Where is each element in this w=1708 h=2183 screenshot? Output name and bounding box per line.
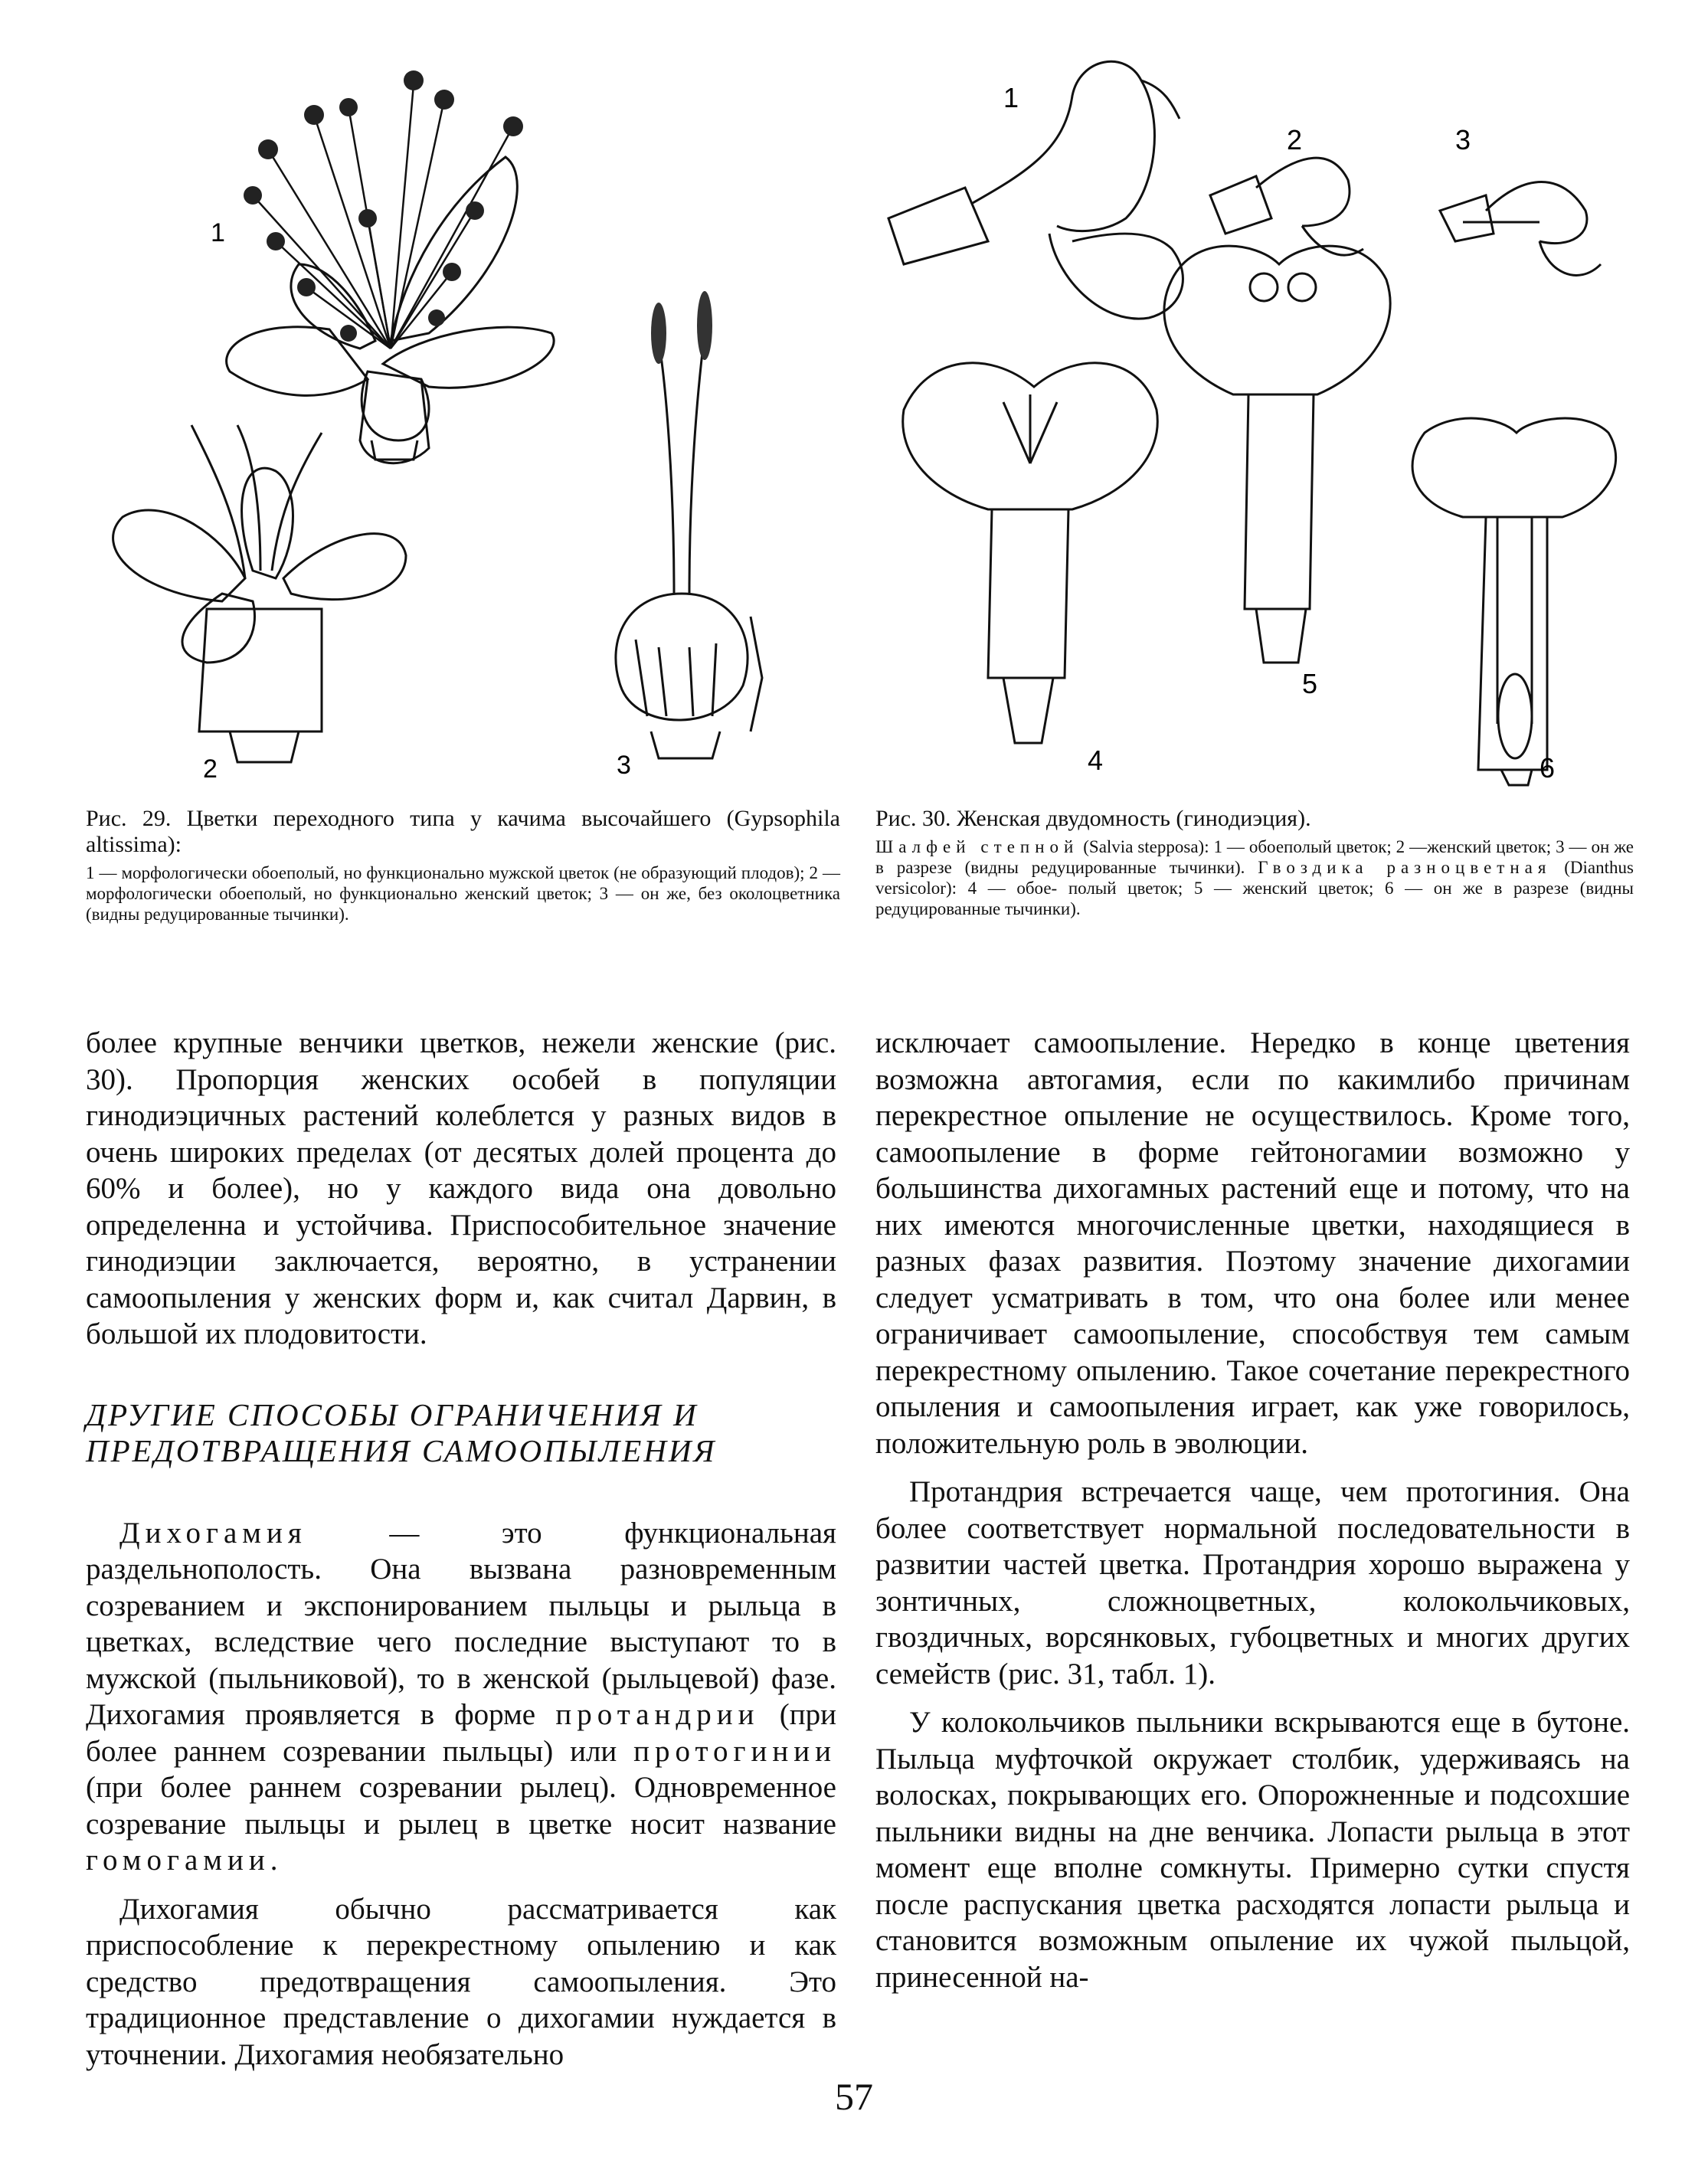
- left-paragraph-2-text-b: (при более раннем созревании пыльцы) или: [86, 1698, 836, 1768]
- caption-species-dianthus: Гвоздика разноцветная: [1258, 858, 1552, 877]
- salvia-flower-1: [888, 61, 1183, 319]
- section-heading-line-1: ДРУГИЕ СПОСОБЫ ОГРАНИЧЕНИЯ И: [86, 1396, 699, 1432]
- figure-29-caption-text: 1 — морфологически обоеполый, но функционально мужской цветок (не образующий плодов); 2 — морфологически обоеполый, но функционально женский цветок; 3 — он же, без околоцветника (видны редуцированные тычинки).: [86, 863, 840, 924]
- term-dichogamy: Дихогамия: [119, 1516, 307, 1550]
- left-paragraph-1: более крупные венчики цветков, нежели женские (рис. 30). Пропорция женских особей в популяции гинодиэцичных растений колеблется у разных видов в очень широких пределах (от десятых долей процента до 60% и более), но у каждого вида она довольно определенна и устойчива. Приспособительное значение гинодиэции заключается, вероятно, в устранении самоопыления у женских форм и, как считал Дарвин, в большой их плодовитости.: [86, 1026, 836, 1350]
- figure-30-label-3: 3: [1455, 124, 1471, 155]
- term-homogamy: гомогамии: [86, 1844, 270, 1877]
- salvia-flower-3: [1440, 182, 1601, 276]
- flower-3-drawing: [616, 333, 762, 758]
- figure-29-illustration: [77, 42, 843, 789]
- flower-3-stigma-hairs: [651, 291, 712, 364]
- figure-29-caption: [86, 806, 840, 925]
- figure-30-label-2: 2: [1287, 124, 1303, 155]
- figure-30-label-5: 5: [1302, 668, 1318, 699]
- figure-29-caption-title: Рис. 29. Цветки переходного типа у качима высочайшего (Gypsophila altissima):: [86, 806, 840, 857]
- flower-1-anthers: [244, 70, 523, 342]
- figure-30-label-1: 1: [1003, 82, 1019, 113]
- section-heading-line-2: ПРЕДОТВРАЩЕНИЯ САМООПЫЛЕНИЯ: [86, 1432, 717, 1468]
- caption-text-dianthus: (Dianthus versicolor): 4 — обое- полый цветок; 5 — женский цветок; 6 — он же в разрезе (видны редуцированные тычинки).: [875, 858, 1634, 918]
- term-protandry: протандрии: [555, 1698, 760, 1731]
- figure-30-caption: [875, 806, 1634, 919]
- figure-29-label-1: 1: [211, 218, 225, 247]
- right-paragraph-3: У колокольчиков пыльники вскрываются еще в бутоне. Пыльца муфточкой окружает столбик, удерживаясь на волосках, покрывающих его. Опорожненные и подсохшие пыльники видны на дне венчика. Лопасти рыльца в этот момент еще вполне сомкнуты. Примерно сутки спустя после распускания цветка расходятся лопасти рыльца и становится возможным опыление их чужой пыльцой, принесенной на-: [875, 1706, 1630, 1994]
- figure-30-caption-text: [875, 836, 1634, 919]
- flower-2-drawing: [113, 425, 406, 762]
- page-number: 57: [835, 2075, 873, 2118]
- figure-30-illustration: [873, 34, 1631, 793]
- dianthus-flower-4: [903, 363, 1158, 743]
- flower-1-drawing: [227, 157, 554, 463]
- right-paragraph-1: исключает самоопыление. Нередко в конце цветения возможна автогамия, если по какимлибо причинам перекрестное опыление не осуществилось. Кроме того, самоопыление в форме гейтоногамии возможно у большинства дихогамных растений еще и потому, что на них имеются многочисленные цветки, находящиеся в разных фазах развития. Поэтому значение дихогамии следует усматривать в том, что она более или менее ограничивает самоопыление, способствуя тем самым перекрестному опылению. Такое сочетание перекрестного опыления и самоопыления играет, как уже говорилось, положительную роль в эволюции.: [875, 1026, 1630, 1460]
- caption-species-salvia: Шалфей степной: [875, 837, 1079, 856]
- figure-30-label-6: 6: [1539, 752, 1556, 784]
- figure-29-label-2: 2: [203, 754, 218, 784]
- figure-30-label-4: 4: [1088, 745, 1104, 776]
- caption-text-salvia: (Salvia stepposa): 1 — обоеполый цветок; 2 —женский цветок; 3 — он же в разрезе (видны редуцированные тычинки).: [875, 837, 1634, 877]
- left-paragraph-3: Дихогамия обычно рассматривается как приспособление к перекрестному опылению и как средство предотвращения самоопыления. Это традиционное представление о дихогамии нуждается в уточнении. Дихогамия необязательно: [86, 1892, 836, 2071]
- figure-29-label-3: 3: [617, 751, 631, 780]
- left-paragraph-2-text-d: .: [270, 1844, 278, 1877]
- right-paragraph-2: Протандрия встречается чаще, чем протогиния. Она более соответствует нормальной последовательности в развитии частей цветка. Протандрия хорошо выражена у зонтичных, сложноцветных, колокольчиковых, гвоздичных, ворсянковых, губоцветных и многих других семейств (рис. 31, табл. 1).: [875, 1475, 1630, 1690]
- right-text-column: [875, 1025, 1630, 1995]
- left-text-column: [86, 1025, 836, 2073]
- section-heading: [86, 1397, 836, 1469]
- salvia-flower-2: [1210, 158, 1363, 255]
- figure-30-caption-title: Рис. 30. Женская двудомность (гинодиэция).: [875, 806, 1311, 831]
- dianthus-flower-5: [1164, 246, 1390, 663]
- left-paragraph-2-text-a: — это функциональная раздельнополость. Она вызвана разновременным созреванием и экспонированием пыльцы и рыльца в цветках, вследствие чего последние выступают то в мужской (пыльниковой), то в женской (рыльцевой) фазе. Дихогамия проявляется в форме: [86, 1516, 836, 1731]
- term-protogyny: протогинии: [633, 1734, 836, 1768]
- dianthus-flower-6: [1412, 418, 1616, 785]
- left-paragraph-2: [86, 1515, 836, 1879]
- left-paragraph-2-text-c: (при более раннем созревании рылец). Одновременное созревание пыльцы и рылец в цветке носит название: [86, 1771, 836, 1841]
